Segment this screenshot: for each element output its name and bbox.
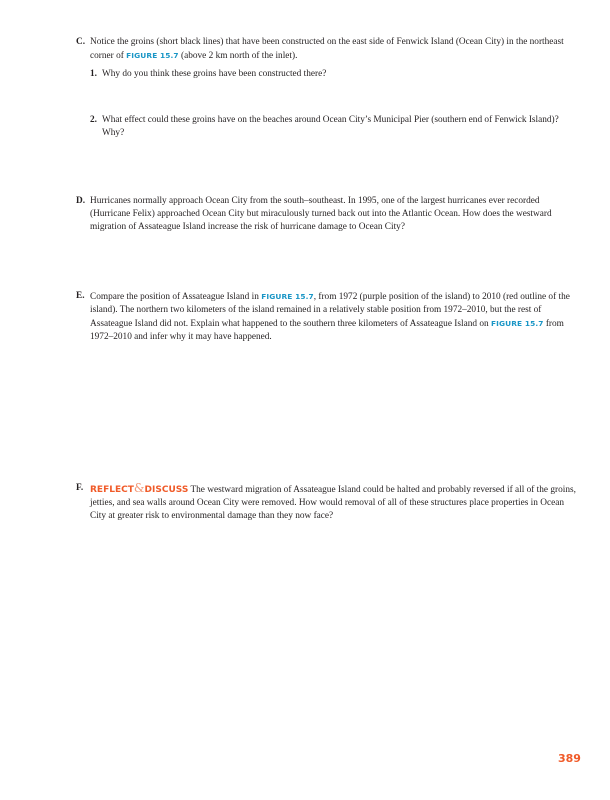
question-c-1 — [90, 68, 580, 81]
question-f-letter: F. — [76, 483, 84, 493]
question-f — [76, 482, 576, 523]
question-c-1-text: Why do you think these groins have been constructed there? — [102, 69, 327, 79]
question-d — [76, 195, 576, 234]
question-c-1-number: 1. — [90, 69, 97, 79]
figure-ref-15-7[interactable]: FIGURE 15.7 — [490, 319, 544, 328]
question-c-text-part2: (above 2 km north of the inlet). — [180, 51, 298, 61]
question-e-text-part3: from 1972–2010 and infer why it may have happened. — [90, 319, 564, 342]
reflect-label: REFLECT — [90, 485, 134, 495]
question-d-letter: D. — [76, 196, 86, 206]
question-c-2-number: 2. — [90, 115, 97, 125]
discuss-label: DISCUSS — [144, 485, 189, 495]
figure-ref-15-7[interactable]: FIGURE 15.7 — [126, 51, 179, 60]
ampersand-glyph: & — [133, 481, 145, 495]
question-c-text — [90, 36, 576, 63]
page-number: 389 — [558, 752, 581, 765]
question-e-letter: E. — [76, 291, 85, 301]
question-e — [76, 290, 576, 344]
question-f-body: The westward migration of Assateague Island could be halted and probably reversed if all of the groins, jetties, and sea walls around Ocean City were removed. How would removal of all of these structures place properties in Ocean City at greater risk to environmental damage than they now face? — [90, 485, 576, 521]
question-c-2-text: What effect could these groins have on the beaches around Ocean City’s Municipal Pier (southern end of Fenwick Island)? Why? — [102, 115, 559, 138]
question-c-text-part1: Notice the groins (short black lines) that have been constructed on the east side of Fenwick Island (Ocean City) in the northeast corner of — [90, 37, 564, 61]
question-f-text — [90, 482, 576, 523]
question-e-text-part1: Compare the position of Assateague Island in — [90, 292, 259, 302]
question-e-text-part2: , from 1972 (purple position of the island) to 2010 (red outline of the island). The northern two kilometers of the island remained in a relatively stable position from 1972–2010, but the rest of Assateague Island did not. Explain what happened to the southern three kilometers of Assateague Island on — [90, 292, 570, 329]
question-c-2 — [90, 114, 580, 140]
question-e-text — [90, 290, 576, 344]
question-c — [76, 36, 576, 63]
question-d-text: Hurricanes normally approach Ocean City from the south–southeast. In 1995, one of the largest hurricanes ever recorded (Hurricane Felix) approached Ocean City but miraculously turned back out into the Atlantic Ocean. How does the westward migration of Assateague Island increase the risk of hurricane damage to Ocean City? — [90, 196, 552, 232]
question-c-letter: C. — [76, 37, 86, 47]
figure-ref-15-7[interactable]: FIGURE 15.7 — [261, 292, 314, 301]
